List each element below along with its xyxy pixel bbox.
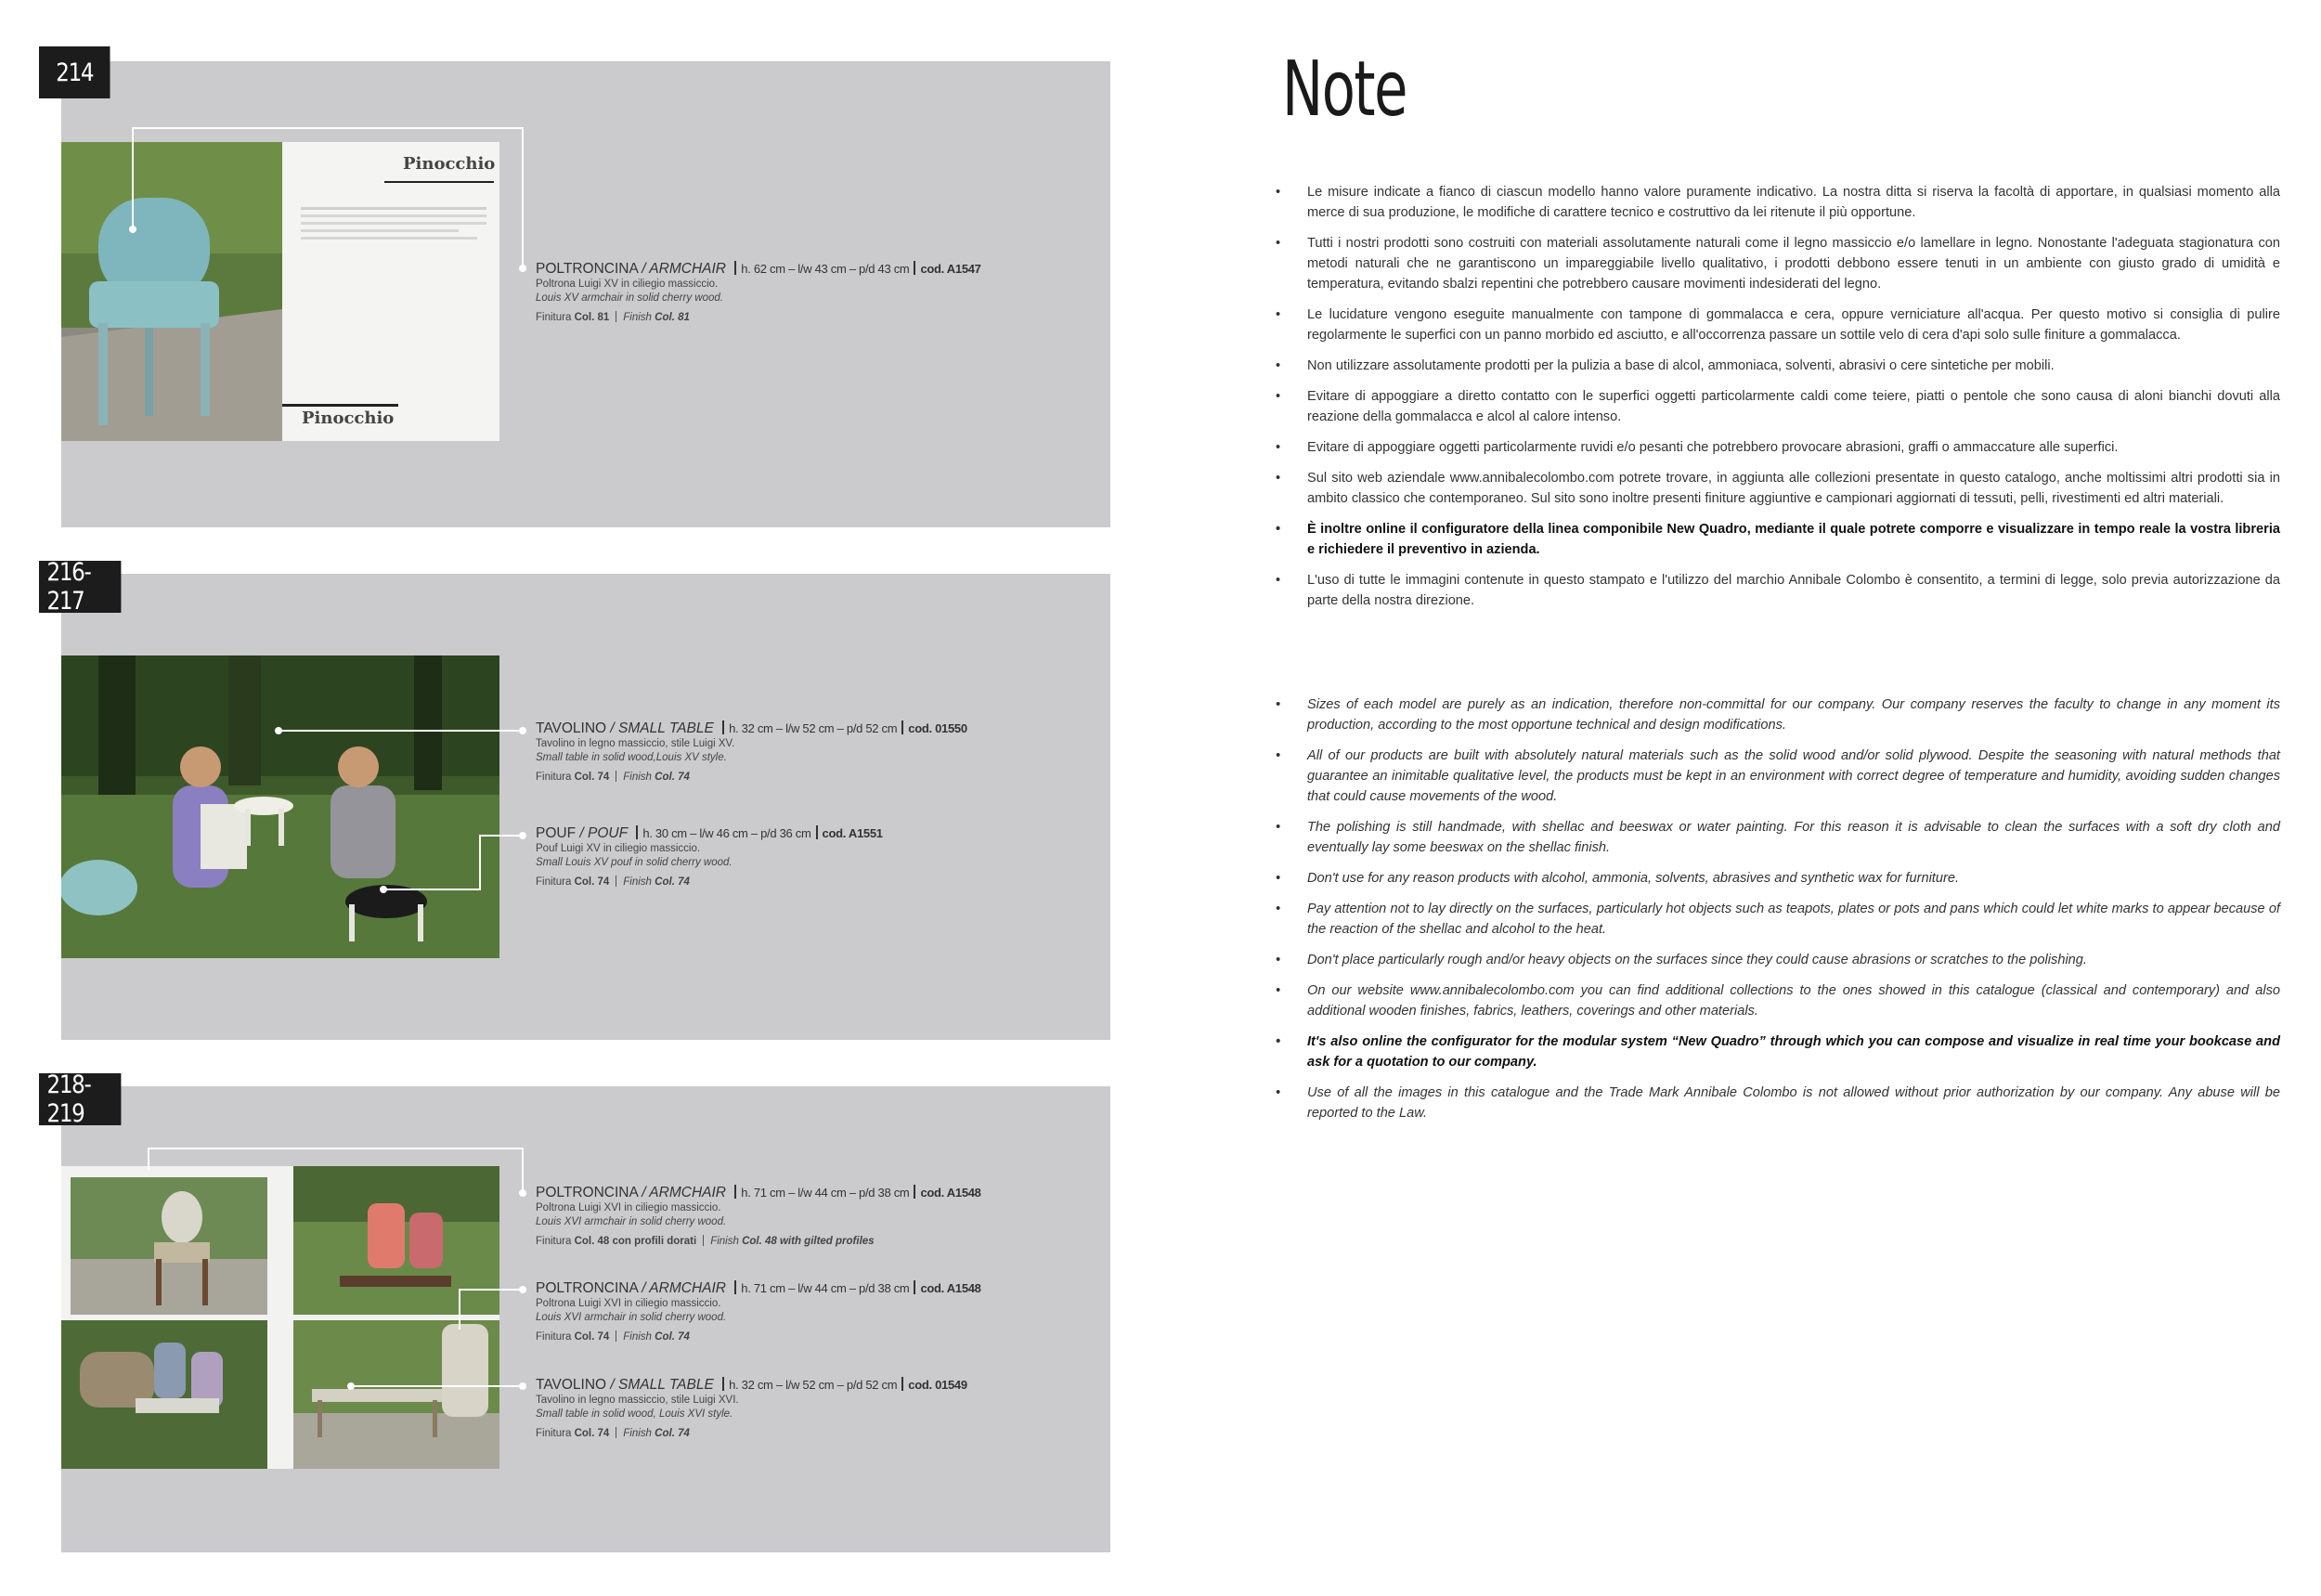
separator [722,1377,724,1391]
note-item: • On our website www.annibalecolombo.com you can find additional collections to the ones showed in this catalogue (classical and contemporary) and also additional wooden finishes, fabrics, leathers, coverings and other materials. [1270,980,2280,1021]
product-dimensions: h. 32 cm – l/w 52 cm – p/d 52 cm [729,721,898,735]
callout-line [522,1148,524,1192]
finish-label-it: Finitura [536,1331,572,1343]
separator [734,1280,736,1294]
product-description-en: Small table in solid wood, Louis XVI style. [536,1408,733,1420]
product-heading [536,260,1056,278]
note-item: • Sizes of each model are purely as an indication, therefore non-committal for our company. Our company reserves the faculty to change in any moment its production, according to the most opportune technical and design modifications. [1270,694,2280,735]
product-heading [536,1376,1056,1394]
product-name-en: / ARMCHAIR [642,1185,726,1200]
catalogue-page-photo [282,142,499,441]
product-heading [536,1279,1056,1297]
finish-value-en: Col. 74 [655,876,690,888]
finish-value-en: Col. 81 [655,312,690,323]
callout-dot [275,727,282,734]
callout-dot [519,1189,526,1197]
product-finish [536,1235,1056,1247]
finish-value-it: Col. 81 [574,312,610,323]
product-pouf-a1551 [536,824,1056,888]
separator [734,1185,736,1199]
separator [734,261,736,275]
product-description-en: Louis XV armchair in solid cherry wood. [536,292,723,304]
product-name-it: POUF [536,825,577,841]
callout-line [148,1148,524,1149]
separator [901,720,903,734]
finish-value-en: Col. 74 [655,772,690,783]
callout-line [459,1289,460,1330]
product-dimensions: h. 30 cm – l/w 46 cm – p/d 36 cm [642,826,811,840]
product-code: cod. A1551 [822,826,883,840]
separator [722,720,724,734]
finish-label-en: Finish [623,876,652,888]
product-finish [536,311,1056,323]
callout-dot [519,1382,526,1390]
note-item: • L'uso di tutte le immagini contenute in questo stampato e l'utilizzo del marchio Annibale Colombo è consentito, a termini di legge, solo previa autorizzazione da parte della nostra direzione. [1270,570,2280,611]
note-item: • Evitare di appoggiare oggetti particolarmente ruvidi e/o pesanti che potrebbero provocare abrasioni, graffi o ammaccature alle superfici. [1270,437,2280,458]
product-armchair-a1548 [536,1279,1056,1343]
finish-label-it: Finitura [536,876,572,888]
finish-label-it: Finitura [536,1236,572,1247]
finish-value-it: Col. 74 [574,876,610,888]
separator [901,1377,903,1391]
callout-line [132,127,134,229]
product-code: cod. 01550 [908,721,967,735]
product-code: cod. A1548 [920,1186,981,1200]
callout-line [479,835,524,837]
callout-dot [519,832,526,839]
product-name-it: POLTRONCINA [536,261,638,277]
product-code: cod. A1548 [920,1281,981,1295]
finish-label-en: Finish [710,1236,739,1247]
product-heading [536,1184,1056,1201]
callout-line [132,127,524,129]
photo-collage [61,1166,499,1469]
callout-line [383,889,481,890]
product-description-it: Poltrona Luigi XV in ciliegio massiccio. [536,279,719,290]
note-item: • Pay attention not to lay directly on the surfaces, particularly hot objects such as teapots, plates or pots and pans which could let white marks to appear because of the reaction of the shellac and alcohol to the heat. [1270,899,2280,940]
note-item: • The polishing is still handmade, with shellac and beeswax or water painting. For this reason it is advisable to clean the surfaces with a soft dry cloth and eventually lay some beeswax on the shellac finish. [1270,817,2280,858]
note-item: • Sul sito web aziendale www.annibalecolombo.com potrete trovare, in aggiunta alle collezioni presentate in questo catalogo, anche moltissimi altri prodotti sia in ambito classico che contemporaneo. Sul sito sono inoltre presenti finiture aggiuntive e campionari aggiornati di tessuti, pelli, rivestimenti ed altri materiali. [1270,468,2280,509]
product-name-it: TAVOLINO [536,1377,607,1393]
finish-label-en: Finish [623,1331,652,1343]
product-description-it: Tavolino in legno massiccio, stile Luigi XV. [536,738,735,749]
product-description-en: Small Louis XV pouf in solid cherry wood. [536,857,733,868]
finish-label-en: Finish [623,772,652,783]
product-name-it: POLTRONCINA [536,1185,638,1200]
product-finish [536,1427,1056,1439]
separator [914,1280,915,1294]
product-heading [536,720,1056,737]
product-description-it: Poltrona Luigi XVI in ciliegio massiccio. [536,1202,721,1213]
finish-value-it: Col. 74 [574,772,610,783]
product-description-en: Louis XVI armchair in solid cherry wood. [536,1216,727,1227]
product-name-en: / SMALL TABLE [610,1377,714,1393]
catalogue-photo-title-top: Pinocchio [403,154,496,174]
product-description-it: Pouf Luigi XV in ciliegio massiccio. [536,843,701,854]
page-number-label: 218-219 [39,1073,121,1125]
note-item: • Use of all the images in this catalogue and the Trade Mark Annibale Colombo is not allowed without prior authorization by our company. Any abuse will be reported to the Law. [1270,1083,2280,1123]
product-small-table-01550 [536,720,1056,783]
finish-label-en: Finish [623,1428,652,1439]
notes-list-italian [1270,182,2280,621]
finish-value-it: Col. 48 con profili dorati [574,1236,697,1247]
product-finish [536,876,1056,888]
callout-line [351,1385,524,1387]
separator [703,1235,704,1246]
callout-line [479,835,481,890]
finish-label-it: Finitura [536,312,572,323]
callout-dot [519,265,526,272]
callout-dot [519,1286,526,1293]
product-name-it: POLTRONCINA [536,1280,638,1296]
product-armchair-a1547 [536,260,1056,323]
product-finish [536,1330,1056,1343]
product-armchair-a1548-gilded [536,1184,1056,1247]
finish-label-it: Finitura [536,1428,572,1439]
finish-value-it: Col. 74 [574,1331,610,1343]
product-name-it: TAVOLINO [536,720,607,736]
note-item: • Le lucidature vengono eseguite manualmente con tampone di gommalacca e cera, oppure verniciature all'acqua. Per questo motivo si consiglia di pulire regolarmente le superfici con un panno morbido ed asciutto, e all'occorrenza passare un sottile velo di cera d'api solo sulle finiture a gommalacca. [1270,305,2280,345]
finish-value-en: Col. 48 with gilted profiles [742,1236,875,1247]
product-description-en: Small table in solid wood,Louis XV style. [536,752,727,763]
product-code: cod. A1547 [920,262,981,276]
note-item: • Evitare di appoggiare a diretto contatto con le superfici oggetti particolarmente caldi come teiere, piatti o pentole che sono causa di aloni bianchi dovuti alla reazione della gommalacca e alcol al calore intenso. [1270,386,2280,427]
finish-label-it: Finitura [536,772,572,783]
note-item: • Don't place particularly rough and/or heavy objects on the surfaces since they could cause abrasions or scratches to the polishing. [1270,950,2280,970]
product-dimensions: h. 32 cm – l/w 52 cm – p/d 52 cm [729,1378,898,1392]
product-dimensions: h. 71 cm – l/w 44 cm – p/d 38 cm [741,1186,910,1200]
product-name-en: / POUF [579,825,629,841]
callout-dot [519,727,526,734]
product-finish [536,771,1056,783]
product-dimensions: h. 71 cm – l/w 44 cm – p/d 38 cm [741,1281,910,1295]
separator [914,1185,915,1199]
note-item: • Non utilizzare assolutamente prodotti per la pulizia a base di alcol, ammoniaca, solventi, abrasivi o cere sintetiche per mobili. [1270,356,2280,376]
finish-value-en: Col. 74 [655,1428,690,1439]
product-name-en: / ARMCHAIR [642,261,726,277]
armchair-garden-photo [61,142,282,441]
note-item-highlight: • It's also online the configurator for the modular system “New Quadro” through which you can compose and visualize in real time your bookcase and ask for a quotation to our company. [1270,1032,2280,1072]
catalogue-photo-title-bottom: Pinocchio [302,409,395,428]
product-heading [536,824,1056,842]
separator [636,825,638,839]
product-name-en: / ARMCHAIR [642,1280,726,1296]
separator [914,261,915,275]
product-dimensions: h. 62 cm – l/w 43 cm – p/d 43 cm [741,262,910,276]
separator [816,825,818,839]
note-item: • Tutti i nostri prodotti sono costruiti con materiali assolutamente naturali come il legno massiccio e/o lamellare in legno. Nonostante l'adeguata stagionatura con metodi naturali che ne garantiscono un impareggiabile livello qualitativo, i prodotti debbono essere tenuti in un ambiente con giusto grado di umidità e temperatura, evitando sbalzi repentini che potrebbero causare movimenti indesiderati del legno. [1270,233,2280,294]
product-description-en: Louis XVI armchair in solid cherry wood. [536,1312,727,1323]
note-item: • Le misure indicate a fianco di ciascun modello hanno valore puramente indicativo. La nostra ditta si riserva la facoltà di apportare, in qualsiasi momento alla merce di sua produzione, le modifiche di carattere tecnico e costruttivo da lei ritenute il più opportune. [1270,182,2280,223]
finish-value-it: Col. 74 [574,1428,610,1439]
callout-line [522,127,524,268]
girls-in-garden-photo [61,655,499,958]
product-small-table-01549 [536,1376,1056,1439]
note-item: • All of our products are built with absolutely natural materials such as the solid wood and/or solid plywood. Despite the seasoning with natural methods that guarantee an inimitable qualitative level, the products must be kept in an environment with correct degree of temperature and humidity, avoiding sudden changes that could cause movements of the wood. [1270,746,2280,807]
callout-dot [347,1382,355,1390]
note-item: • Don't use for any reason products with alcohol, ammonia, solvents, abrasives and synthetic wax for furniture. [1270,868,2280,889]
product-code: cod. 01549 [908,1378,967,1392]
product-description-it: Poltrona Luigi XVI in ciliegio massiccio. [536,1298,721,1309]
finish-label-en: Finish [623,312,652,323]
callout-line [148,1148,149,1170]
page-number-label: 214 [39,46,110,98]
page-number-label: 216-217 [39,561,121,613]
finish-value-en: Col. 74 [655,1331,690,1343]
product-name-en: / SMALL TABLE [610,720,714,736]
callout-line [279,730,524,732]
callout-line [459,1289,524,1291]
notes-list-english [1270,694,2280,1134]
product-description-it: Tavolino in legno massiccio, stile Luigi XVI. [536,1395,739,1406]
note-item-highlight: • È inoltre online il configuratore della linea componibile New Quadro, mediante il quale potrete comporre e visualizzare in tempo reale la vostra libreria e richiedere il preventivo in azienda. [1270,519,2280,560]
page-title: Note [1282,45,1407,134]
